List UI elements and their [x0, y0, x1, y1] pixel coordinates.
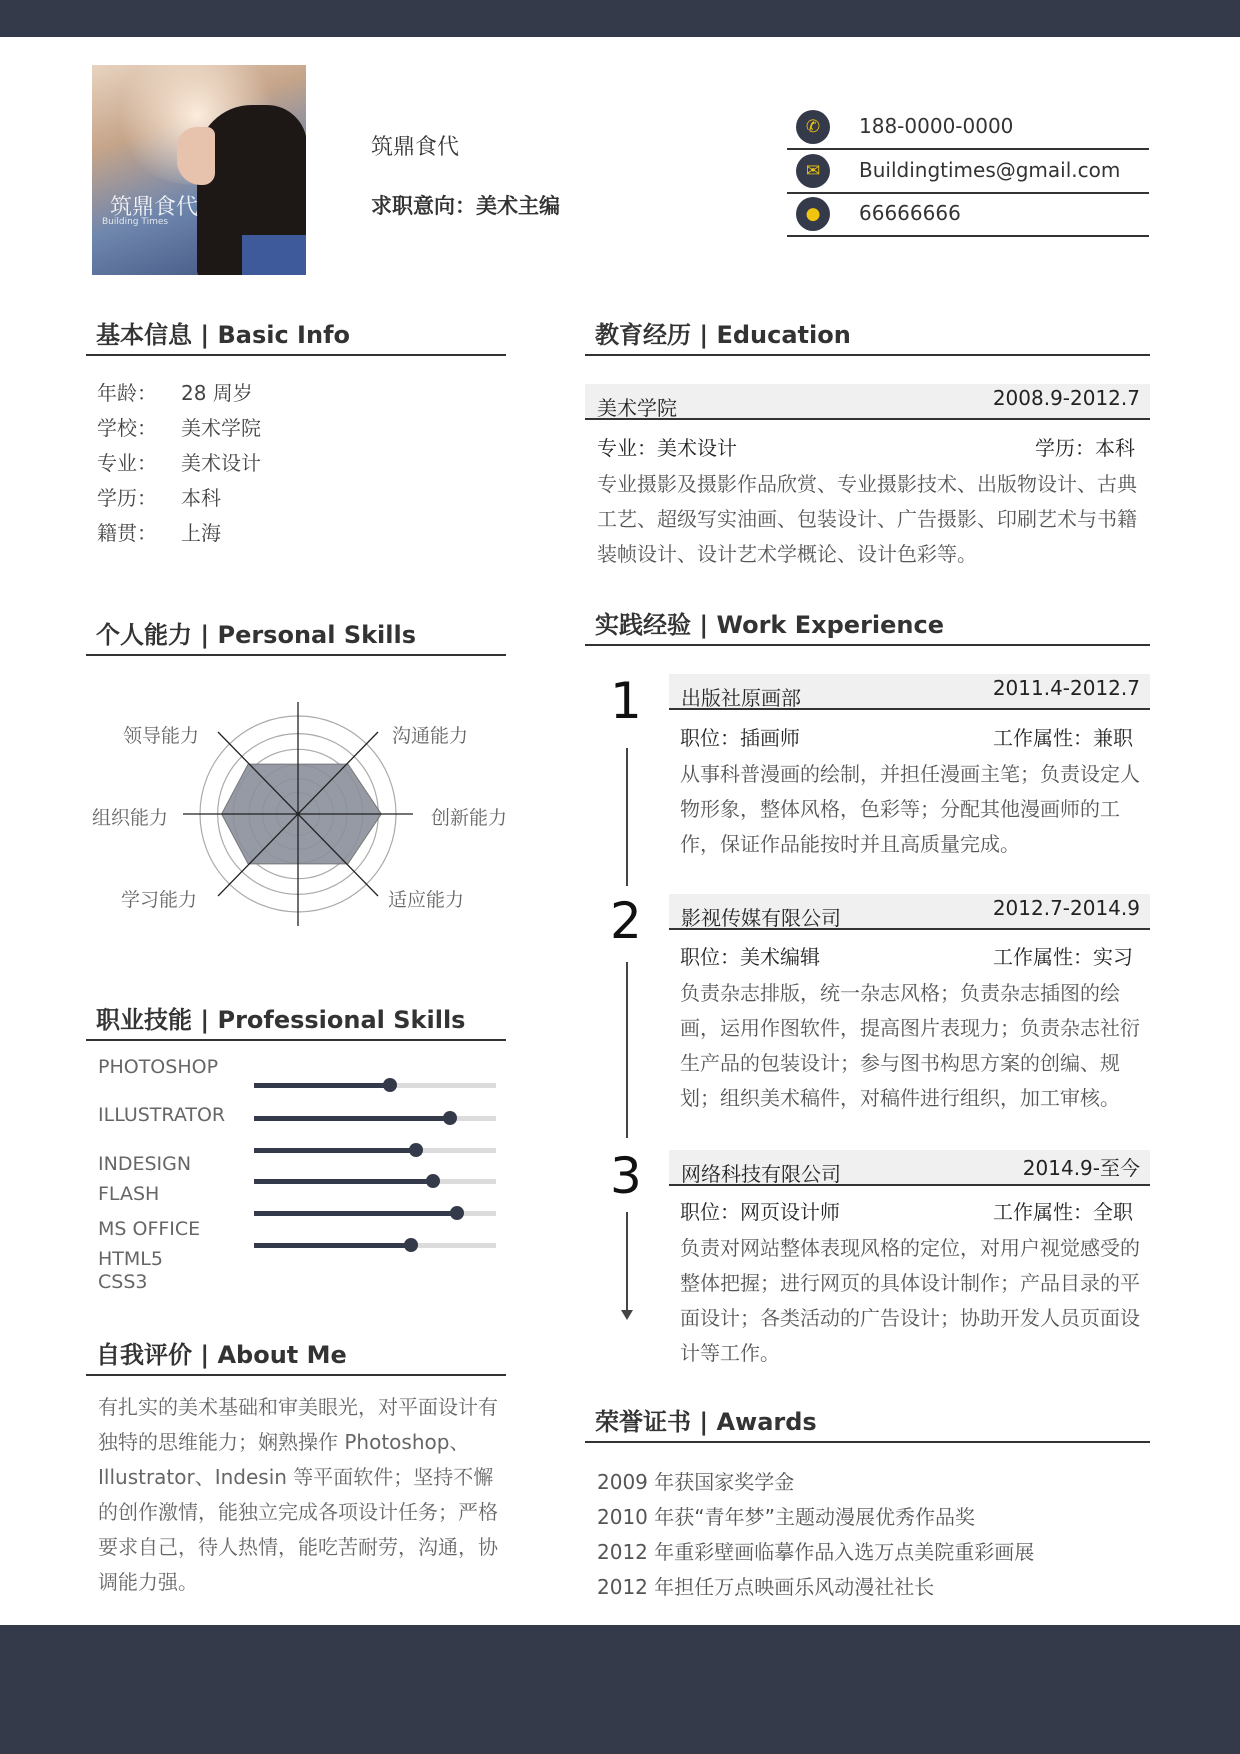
skill-bar-knob [383, 1078, 397, 1092]
skill-bar-illustrator [254, 1116, 496, 1121]
profile-photo [92, 65, 306, 275]
info-row-origin: 籍贯： 上海 [97, 521, 221, 545]
email-address[interactable]: Buildingtimes@gmail.com [859, 158, 1121, 182]
work-header-row [669, 894, 1150, 930]
candidate-name: 筑鼎食代 [371, 135, 460, 160]
skill-label-illustrator: ILLUSTRATOR [98, 1104, 226, 1126]
radar-label-communication: 沟通能力 [391, 725, 469, 747]
award-item: 2012 年担任万点映画乐风动漫社社长 [597, 1575, 935, 1599]
skill-bar-knob [450, 1206, 464, 1220]
photo-watermark-sub: Building Times [102, 217, 169, 227]
work-type: 工作属性：兼职 [993, 726, 1133, 750]
work-position: 职位：美术编辑 [680, 945, 820, 969]
award-item: 2010 年获“青年梦”主题动漫展优秀作品奖 [597, 1505, 975, 1529]
education-major: 专业：美术设计 [597, 436, 737, 460]
section-title-work-experience: 实践经验 | Work Experience [585, 605, 1150, 646]
skill-bar-photoshop [254, 1083, 496, 1088]
work-description: 负责杂志排版，统一杂志风格；负责杂志插图的绘画，运用作图软件，提高图片表现力；负责杂志社衍生产品的包装设计；参与图书构思方案的创编、规划；组织美术稿件，对稿件进行组织，加工审核。 [680, 981, 1140, 1110]
work-position: 职位：网页设计师 [680, 1200, 840, 1224]
section-title-basic-info: 基本信息 | Basic Info [86, 315, 506, 356]
timeline-line [626, 1212, 628, 1312]
education-header-row [585, 384, 1150, 420]
skill-label-html5-css3: HTML5 CSS3 [98, 1248, 163, 1293]
info-row-degree: 学历： 本科 [97, 486, 221, 510]
contact-qq [787, 193, 1149, 237]
section-title-education: 教育经历 | Education [585, 315, 1150, 356]
skill-label-ms-office: MS OFFICE [98, 1218, 201, 1240]
work-number: 3 [610, 1147, 642, 1205]
skill-bar-knob [404, 1238, 418, 1252]
education-degree: 学历：本科 [1035, 436, 1135, 460]
work-period: 2011.4-2012.7 [992, 676, 1140, 700]
work-type: 工作属性：全职 [993, 1200, 1133, 1224]
work-type: 工作属性：实习 [993, 945, 1133, 969]
footer-bar [0, 1625, 1240, 1754]
phone-number[interactable]: 188-0000-0000 [859, 114, 1014, 138]
top-bar [0, 0, 1240, 37]
skill-label-indesign: INDESIGN [98, 1153, 192, 1175]
phone-icon: ✆ [796, 110, 830, 144]
award-item: 2012 年重彩壁画临摹作品入选万点美院重彩画展 [597, 1540, 1035, 1564]
job-intent: 求职意向：美术主编 [371, 194, 560, 218]
radar-label-organization: 组织能力 [91, 807, 169, 829]
info-row-school: 学校： 美术学院 [97, 416, 261, 440]
skill-bar-fill [254, 1083, 390, 1088]
timeline-line [626, 748, 628, 886]
work-description: 负责对网站整体表现风格的定位，对用户视觉感受的整体把握；进行网页的具体设计制作；产品目录的平面设计；各类活动的广告设计；协助开发人员页面设计等工作。 [680, 1236, 1140, 1365]
contact-email [787, 150, 1149, 194]
education-school: 美术学院 [597, 396, 677, 420]
section-title-awards: 荣誉证书 | Awards [585, 1402, 1150, 1443]
qq-number[interactable]: 66666666 [859, 201, 961, 225]
work-period: 2014.9-至今 [1022, 1156, 1140, 1180]
skill-bar-knob [409, 1143, 423, 1157]
skill-label-photoshop: PHOTOSHOP [98, 1056, 219, 1078]
skills-radar-chart [80, 690, 520, 940]
award-item: 2009 年获国家奖学金 [597, 1470, 795, 1494]
qq-icon: ● [796, 197, 830, 231]
section-title-professional-skills: 职业技能 | Professional Skills [86, 1000, 506, 1041]
skill-label-flash: FLASH [98, 1183, 160, 1205]
section-title-about-me: 自我评价 | About Me [86, 1335, 506, 1376]
education-period: 2008.9-2012.7 [992, 386, 1140, 410]
work-company: 影视传媒有限公司 [681, 906, 841, 930]
photo-watermark: 筑鼎食代 [110, 195, 199, 220]
skill-bar-fill [254, 1179, 433, 1184]
mail-icon: ✉ [796, 154, 830, 188]
radar-label-leadership: 领导能力 [122, 725, 200, 747]
work-company: 网络科技有限公司 [681, 1162, 841, 1186]
skill-bar-indesign [254, 1148, 496, 1153]
skill-bar-flash [254, 1179, 496, 1184]
contact-phone [787, 106, 1149, 150]
work-header-row [669, 674, 1150, 710]
about-text: 有扎实的美术基础和审美眼光，对平面设计有独特的思维能力；娴熟操作 Photoshop、Illustrator、Indesin 等平面软件；坚持不懈的创作激情，能独立完成各项设计任务；严格要求自己，待人热情，能吃苦耐劳，沟通，协调能力强。 [98, 1395, 498, 1594]
timeline-line [626, 962, 628, 1138]
radar-label-innovation: 创新能力 [430, 807, 508, 829]
work-period: 2012.7-2014.9 [992, 896, 1140, 920]
skill-bar-fill [254, 1243, 411, 1248]
skill-bar-html5-css3 [254, 1243, 496, 1248]
skill-bar-knob [426, 1174, 440, 1188]
skill-bar-fill [254, 1211, 457, 1216]
work-number: 2 [610, 892, 642, 950]
skill-bar-ms-office [254, 1211, 496, 1216]
info-row-major: 专业： 美术设计 [97, 451, 261, 475]
work-description: 从事科普漫画的绘制，并担任漫画主笔；负责设定人物形象，整体风格，色彩等；分配其他漫画师的工作，保证作品能按时并且高质量完成。 [680, 762, 1140, 856]
section-title-personal-skills: 个人能力 | Personal Skills [86, 615, 506, 656]
timeline-arrow-icon [621, 1310, 633, 1320]
work-number: 1 [610, 672, 642, 730]
skill-bar-fill [254, 1148, 416, 1153]
work-position: 职位：插画师 [680, 726, 800, 750]
skill-bar-fill [254, 1116, 450, 1121]
work-company: 出版社原画部 [681, 686, 801, 710]
education-description: 专业摄影及摄影作品欣赏、专业摄影技术、出版物设计、古典工艺、超级写实油画、包装设计、广告摄影、印刷艺术与书籍装帧设计、设计艺术学概论、设计色彩等。 [597, 472, 1137, 566]
radar-label-learning: 学习能力 [120, 889, 198, 911]
info-row-age: 年龄： 28 周岁 [97, 381, 253, 405]
radar-label-adaptability: 适应能力 [387, 889, 465, 911]
skill-bar-knob [443, 1111, 457, 1125]
work-header-row [669, 1150, 1150, 1186]
